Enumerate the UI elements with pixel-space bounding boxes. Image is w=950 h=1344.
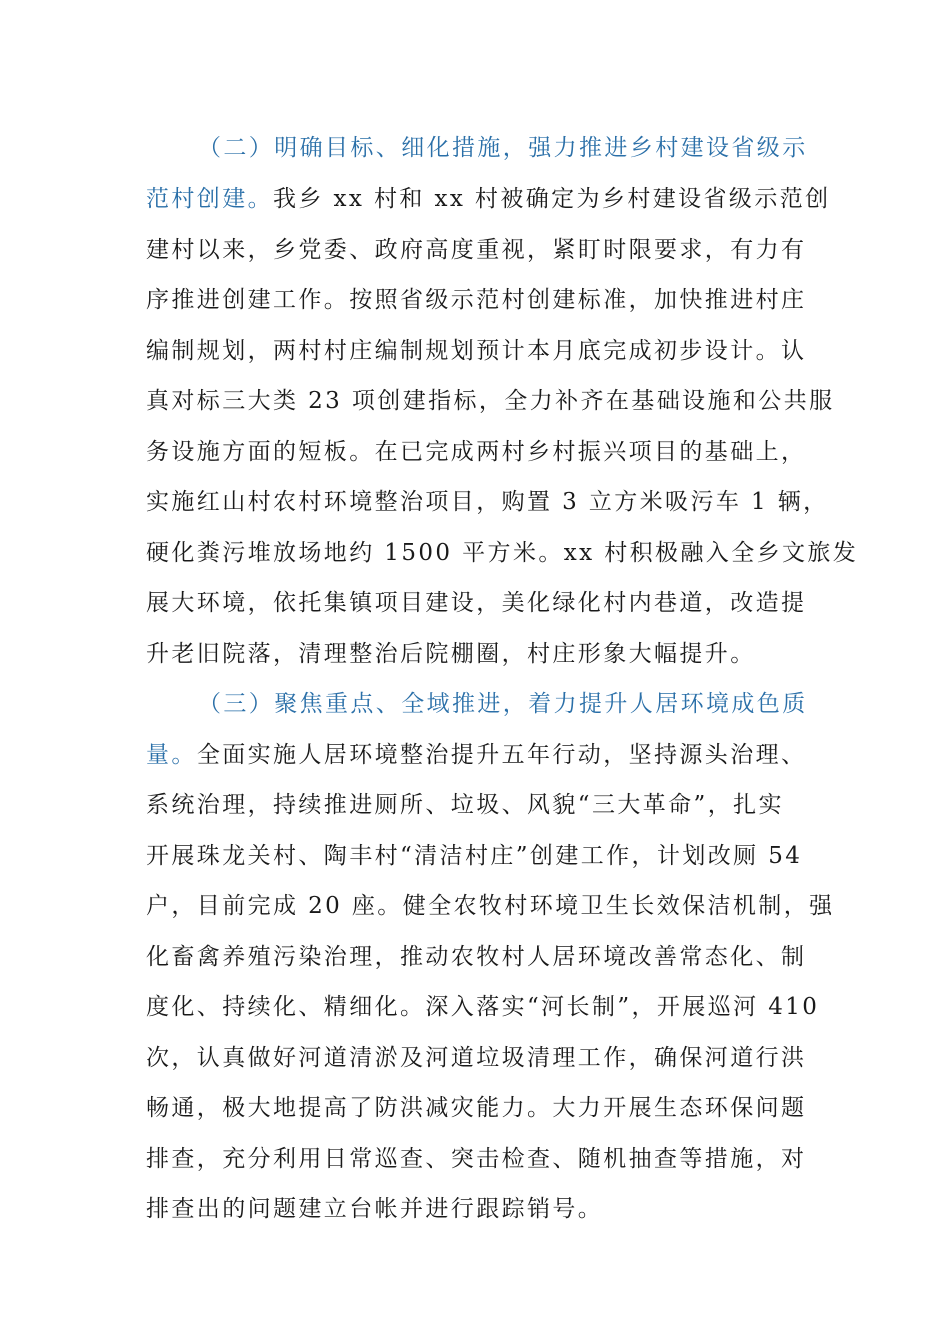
paragraph-text: 排查出的问题建立台帐并进行跟踪销号。 <box>146 1196 604 1222</box>
text-line <box>146 1191 603 1227</box>
paragraph-text: 实施红山村农村环境整治项目，购置 3 立方米吸污车 1 辆， <box>146 489 829 515</box>
paragraph-text: 排查，充分利用日常巡查、突击检查、随机抽查等措施，对 <box>146 1146 807 1172</box>
paragraph-text: 户，目前完成 20 座。健全农牧村环境卫生长效保洁机制，强 <box>146 893 835 919</box>
paragraph-text: 度化、持续化、精细化。深入落实“河长制”，开展巡河 410 <box>146 994 820 1020</box>
text-line <box>146 181 831 217</box>
paragraph-text: 编制规划，两村村庄编制规划预计本月底完成初步设计。认 <box>146 338 807 364</box>
section-2-heading: （二）明确目标、细化措施，强力推进乡村建设省级示 <box>198 135 808 161</box>
section-2-heading-end: 范村创建。 <box>146 186 273 212</box>
text-line <box>146 333 806 369</box>
paragraph-text: 开展珠龙关村、陶丰村“清洁村庄”创建工作，计划改厕 54 <box>146 843 803 869</box>
text-line <box>146 787 784 823</box>
text-line <box>146 838 802 874</box>
text-line <box>146 888 835 924</box>
text-line <box>146 636 756 672</box>
section-3-heading-end: 量。 <box>146 742 197 768</box>
paragraph-text: 畅通，极大地提高了防洪减灾能力。大力开展生态环保问题 <box>146 1095 807 1121</box>
paragraph-text: 展大环境，依托集镇项目建设，美化绿化村内巷道，改造提 <box>146 590 807 616</box>
paragraph-text: 升老旧院落，清理整治后院棚圈，村庄形象大幅提升。 <box>146 641 756 667</box>
paragraph-text: 我乡 xx 村和 xx 村被确定为乡村建设省级示范创 <box>273 186 831 212</box>
paragraph-text: 化畜禽养殖污染治理，推动农牧村人居环境改善常态化、制 <box>146 944 807 970</box>
paragraph-text: 真对标三大类 23 项创建指标，全力补齐在基础设施和公共服 <box>146 388 835 414</box>
section-3-heading-line <box>198 686 808 722</box>
text-line <box>146 383 835 419</box>
text-line <box>146 232 806 268</box>
paragraph-text: 建村以来，乡党委、政府高度重视，紧盯时限要求，有力有 <box>146 237 807 263</box>
paragraph-text: 系统治理，持续推进厕所、垃圾、风貌“三大革命”，扎实 <box>146 792 784 818</box>
text-line <box>146 434 806 470</box>
text-line <box>146 939 806 975</box>
text-line <box>146 535 858 571</box>
text-line <box>146 1040 806 1076</box>
paragraph-text: 硬化粪污堆放场地约 1500 平方米。xx 村积极融入全乡文旅发 <box>146 540 859 566</box>
paragraph-text: 务设施方面的短板。在已完成两村乡村振兴项目的基础上， <box>146 439 807 465</box>
text-line <box>146 989 819 1025</box>
section-3-heading: （三）聚焦重点、全域推进，着力提升人居环境成色质 <box>198 691 808 717</box>
text-line <box>146 484 829 520</box>
text-line <box>146 737 806 773</box>
paragraph-text: 次，认真做好河道清淤及河道垃圾清理工作，确保河道行洪 <box>146 1045 807 1071</box>
text-line <box>146 1141 806 1177</box>
text-line <box>146 585 806 621</box>
section-2-heading-line <box>198 130 808 166</box>
text-line <box>146 282 806 318</box>
paragraph-text: 全面实施人居环境整治提升五年行动，坚持源头治理、 <box>196 742 807 768</box>
text-line <box>146 1090 806 1126</box>
paragraph-text: 序推进创建工作。按照省级示范村创建标准，加快推进村庄 <box>146 287 807 313</box>
